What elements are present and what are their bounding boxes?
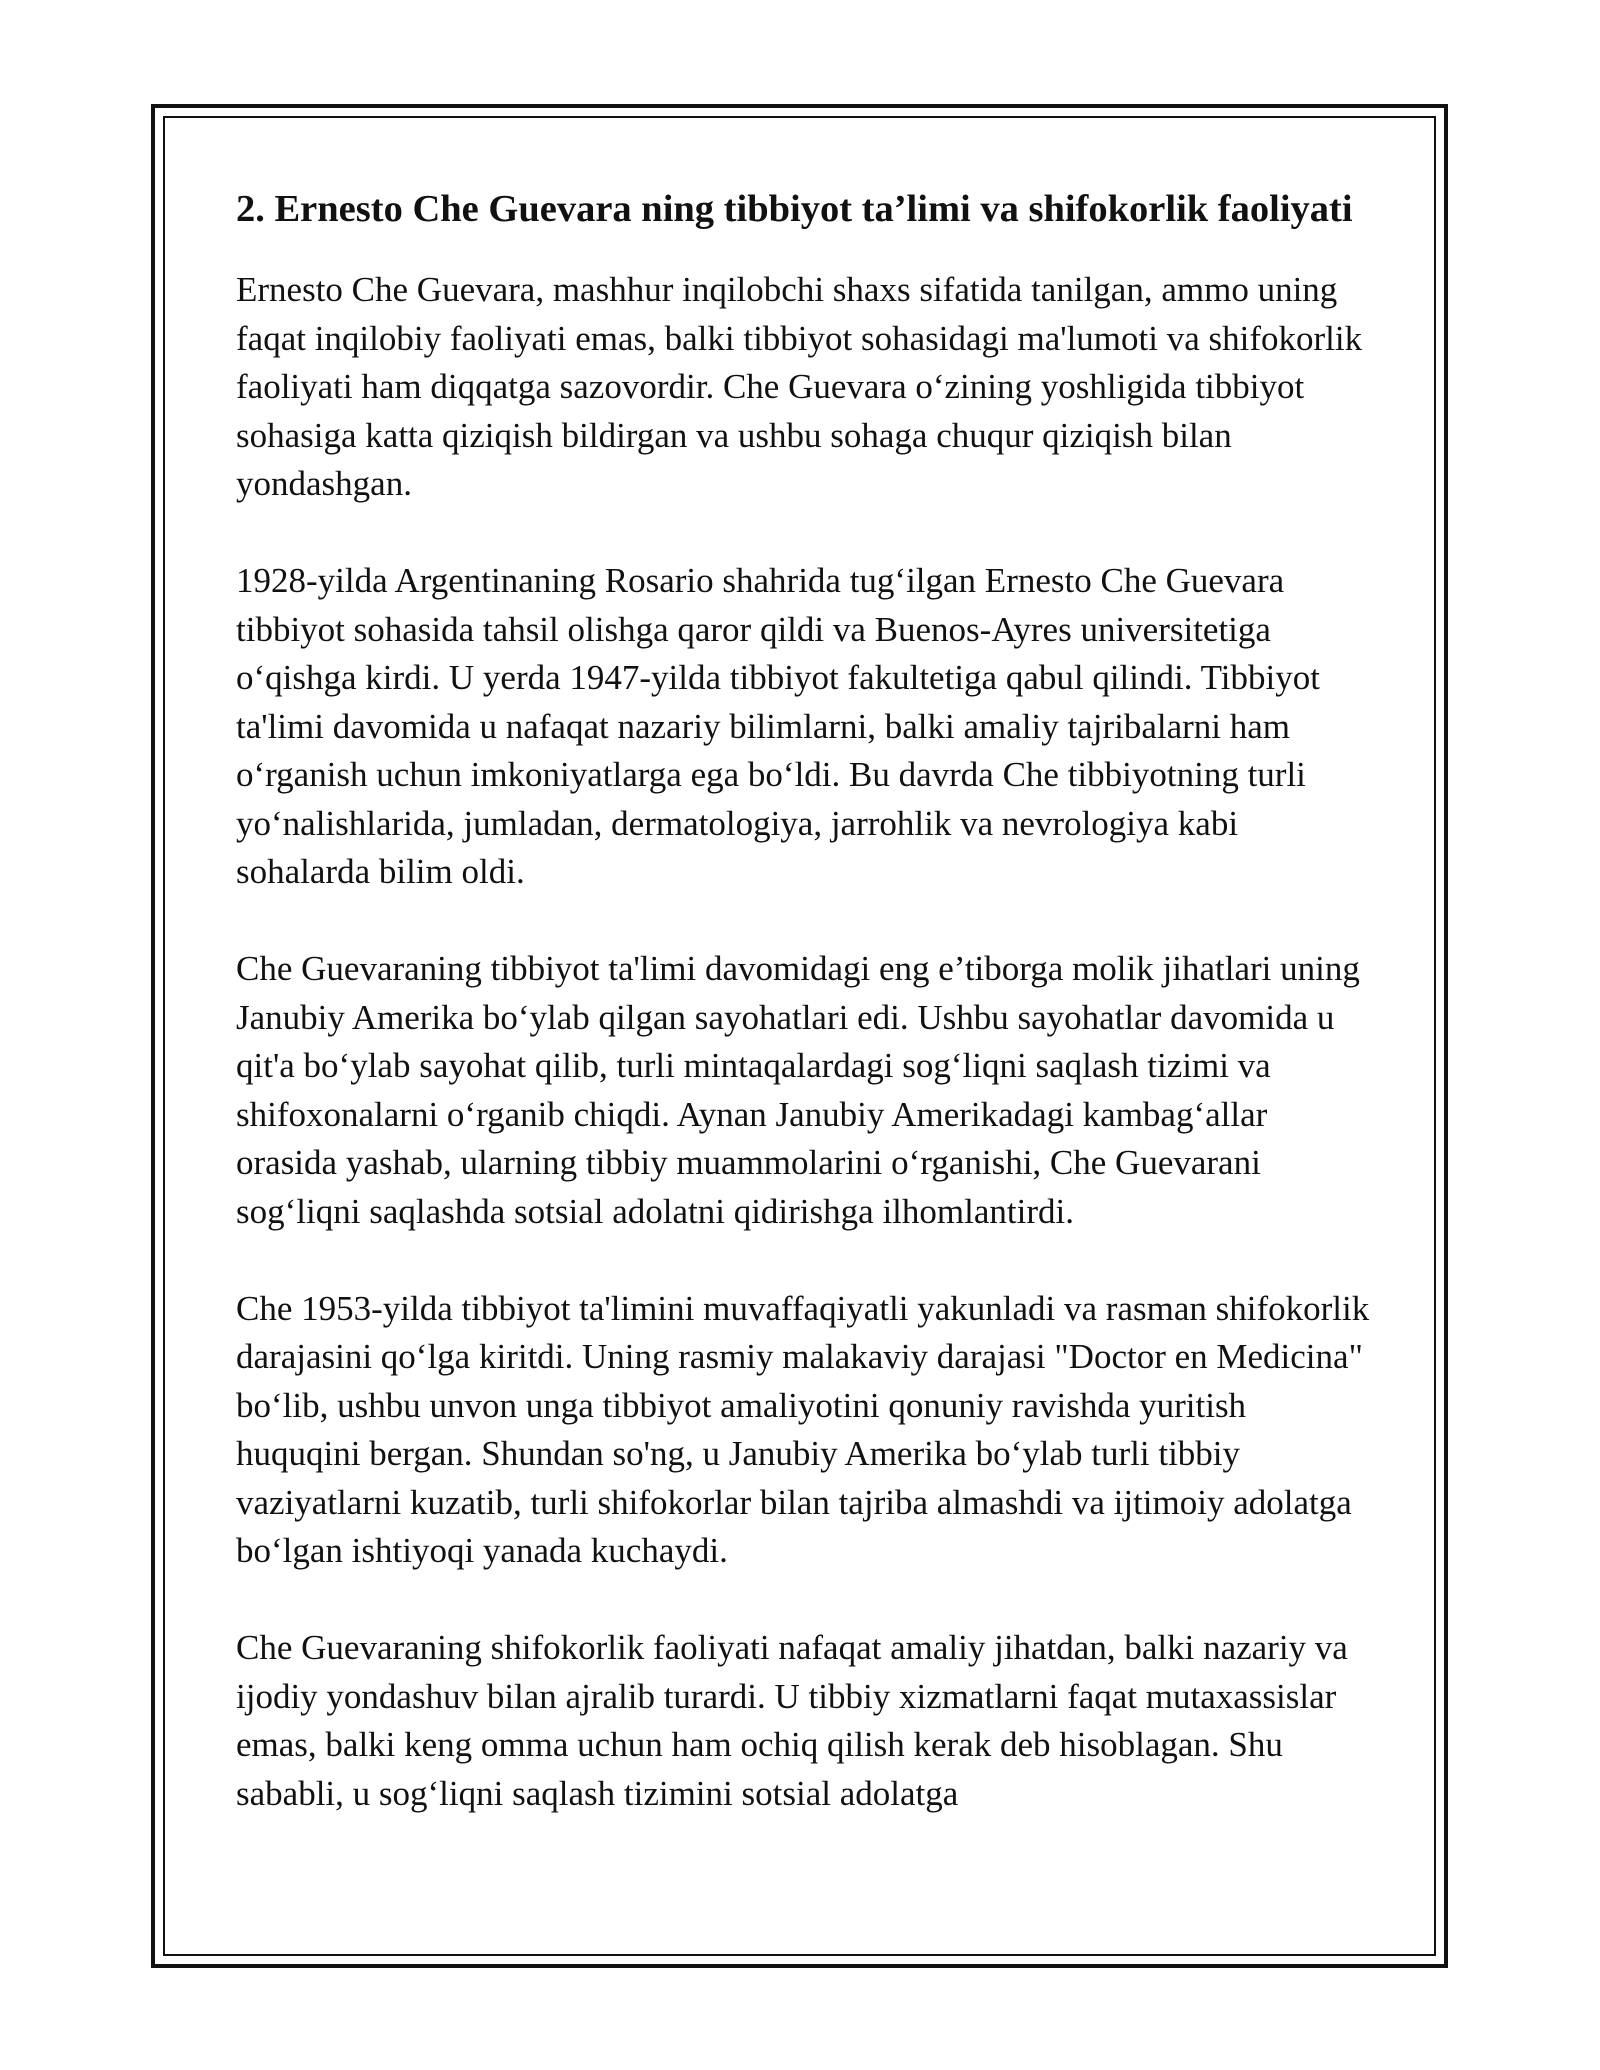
paragraph-5: Che Guevaraning shifokorlik faoliyati nafaqat amaliy jihatdan, balki nazariy va ijodiy yondashuv bilan ajralib turardi. U tibbiy xizmatlarni faqat mutaxassislar emas, balki keng omma uchun ham ochiq qilish kerak deb hisoblagan. Shu sababli, u sog‘liqni saqlash tizimini sotsial adolatga <box>236 1628 1348 1813</box>
document-body <box>236 182 1376 1867</box>
section-heading: 2. Ernesto Che Guevara ning tibbiyot ta’limi va shifokorlik faoliyati <box>236 188 1353 230</box>
paragraph-4: Che 1953-yilda tibbiyot ta'limini muvaffaqiyatli yakunladi va rasman shifokorlik darajasini qo‘lga kiritdi. Uning rasmiy malakaviy darajasi "Doctor en Medicina" bo‘lib, ushbu unvon unga tibbiyot amaliyotini qonuniy ravishda yuritish huquqini bergan. Shundan so'ng, u Janubiy Amerika bo‘ylab turli tibbiy vaziyatlarni kuzatib, turli shifokorlar bilan tajriba almashdi va ijtimoiy adolatga bo‘lgan ishtiyoqi yanada kuchaydi. <box>236 1288 1370 1570</box>
paragraph-3: Che Guevaraning tibbiyot ta'limi davomidagi eng e’tiborga molik jihatlari uning Janubiy Amerika bo‘ylab qilgan sayohatlari edi. Ushbu sayohatlar davomida u qit'a bo‘ylab sayohat qilib, turli mintaqalardagi sog‘liqni saqlash tizimi va shifoxonalarni o‘rganib chiqdi. Aynan Janubiy Amerikadagi kambag‘allar orasida yashab, ularning tibbiy muammolarini o‘rganishi, Che Guevarani sog‘liqni saqlashda sotsial adolatni qidirishga ilhomlantirdi. <box>236 949 1360 1231</box>
paragraph-1: Ernesto Che Guevara, mashhur inqilobchi shaxs sifatida tanilgan, ammo uning faqat inqilobiy faoliyati emas, balki tibbiyot sohasidagi ma'lumoti va shifokorlik faoliyati ham diqqatga sazovordir. Che Guevara o‘zining yoshligida tibbiyot sohasiga katta qiziqish bildirgan va ushbu sohaga chuqur qiziqish bilan yondashgan. <box>236 270 1363 503</box>
paragraph-2: 1928-yilda Argentinaning Rosario shahrida tug‘ilgan Ernesto Che Guevara tibbiyot sohasida tahsil olishga qaror qildi va Buenos-Ayres universitetiga o‘qishga kirdi. U yerda 1947-yilda tibbiyot fakultetiga qabul qilindi. Tibbiyot ta'limi davomida u nafaqat nazariy bilimlarni, balki amaliy tajribalarni ham o‘rganish uchun imkoniyatlarga ega bo‘ldi. Bu davrda Che tibbiyotning turli yo‘nalishlarida, jumladan, dermatologiya, jarrohlik va nevrologiya kabi sohalarda bilim oldi. <box>236 561 1320 891</box>
